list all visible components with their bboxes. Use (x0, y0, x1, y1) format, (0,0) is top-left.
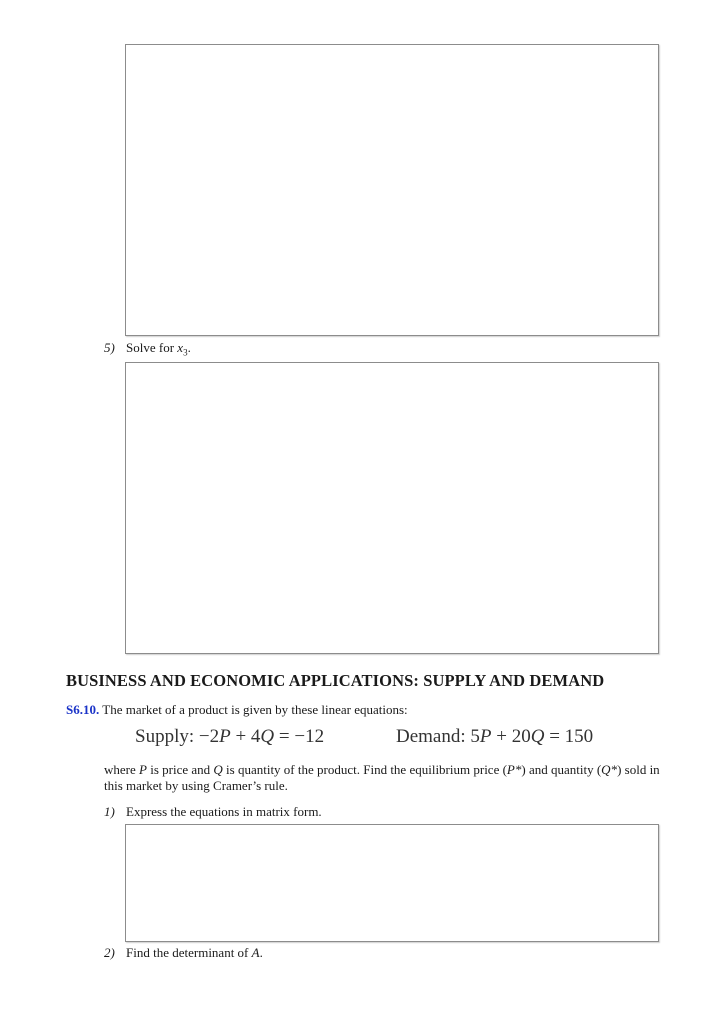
question-text: Solve for (126, 340, 178, 355)
question-5: 5) Solve for $x_3$. (104, 340, 191, 358)
problem-text: The market of a product is given by these linear equations: (102, 702, 408, 717)
variable: x (177, 340, 184, 355)
problem-id: S6.10. (66, 702, 100, 717)
question-number: 2) (104, 945, 115, 960)
supply-equation: Supply: −2P + 4Q = −12 (135, 726, 325, 747)
answer-box-q5[interactable] (125, 362, 659, 654)
answer-box-previous[interactable] (125, 44, 659, 336)
question-1 (104, 804, 322, 820)
question-number: 1) (104, 804, 115, 819)
question-text: Express the equations in matrix form. (126, 804, 322, 819)
question-text: Find the determinant of (126, 945, 252, 960)
question-2: 2) Find the determinant of A. (104, 945, 263, 960)
problem-intro (66, 702, 408, 718)
demand-equation: Demand: 5P + 20Q = 150 (396, 726, 594, 747)
question-number: 5) (104, 340, 115, 355)
subscript: 3 (183, 347, 188, 358)
variable: A (251, 945, 260, 960)
problem-description: where P is price and Q is quantity of the product. Find the equilibrium price (P*) and quantity (Q*) sold in this market by using Cramer’s rule. (104, 762, 660, 793)
answer-box-q1[interactable] (125, 824, 659, 942)
section-heading: BUSINESS AND ECONOMIC APPLICATIONS: SUPPLY AND DEMAND (66, 671, 605, 690)
